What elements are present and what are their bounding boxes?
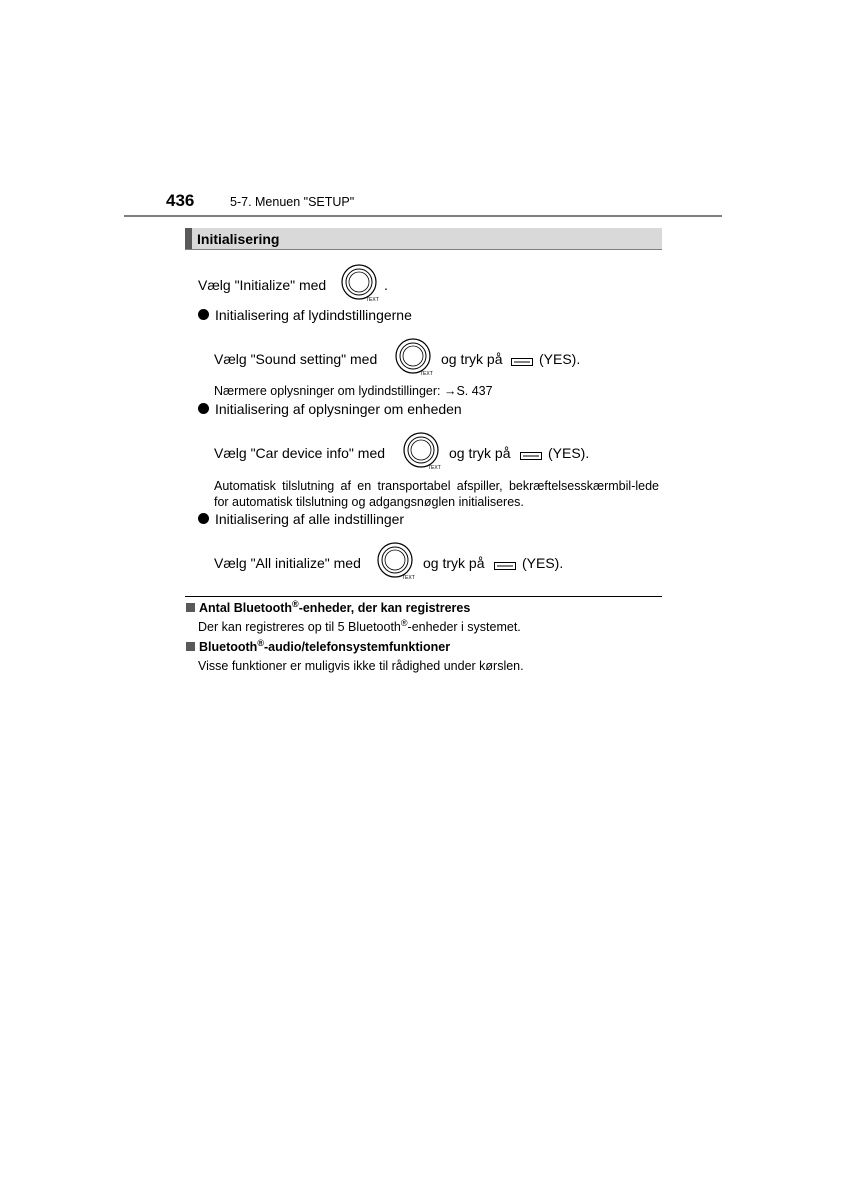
registered-mark: ® [400, 618, 408, 628]
knob-label: TEXT [428, 465, 441, 471]
registered-mark: ® [292, 599, 299, 609]
page-number: 436 [166, 191, 195, 210]
tune-knob-icon [402, 432, 444, 472]
knob-label: TEXT [366, 297, 379, 303]
footnote-body-bt-count [198, 620, 521, 634]
bullet-icon [198, 403, 209, 414]
step-device-before: Vælg "Car device info" med [214, 445, 386, 461]
step-sound-before: Vælg "Sound setting" med [214, 351, 378, 367]
tune-knob-icon [340, 264, 382, 304]
heading-text: Initialisering af oplysninger om enheden [215, 401, 462, 417]
heading-text: Initialisering af lydindstillingerne [215, 307, 412, 323]
step-all-middle: og tryk på [423, 555, 485, 571]
registered-mark: ® [257, 638, 264, 648]
footnote-title-bt-count [186, 601, 470, 615]
heading-text: Initialisering af alle indstillinger [215, 511, 405, 527]
step-sound-after: (YES). [539, 351, 581, 367]
note-device: Automatisk tilslutning af en transportabel afspiller, bekræftelsesskærmbil-lede for automatisk tilslutning og adgangsnøglen initialiseres. [214, 479, 659, 509]
footnote-title-bt-audio [186, 640, 450, 654]
knob-label: TEXT [420, 371, 433, 377]
square-bullet-icon [186, 642, 195, 651]
step-all-before: Vælg "All initialize" med [214, 555, 361, 571]
yes-button-icon [511, 354, 533, 372]
section-accent [185, 228, 192, 249]
step-device-middle: og tryk på [449, 445, 511, 461]
step-sound-middle: og tryk på [441, 351, 503, 367]
footnote-title-text: Bluetooth [199, 640, 258, 654]
bullet-heading-device [198, 401, 462, 417]
footnote-body-text: -enheder i systemet. [407, 620, 521, 634]
header-divider [124, 215, 722, 217]
bullet-icon [198, 513, 209, 524]
knob-label: TEXT [402, 575, 415, 581]
footnote-title-text: Antal Bluetooth [199, 601, 293, 615]
section-heading [185, 228, 662, 250]
footnote-title-text: -audio/telefonsystemfunktioner [263, 640, 451, 654]
bullet-icon [198, 309, 209, 320]
section-title: Initialisering [197, 231, 280, 247]
step-all-after: (YES). [522, 555, 564, 571]
footnote-divider [185, 596, 662, 597]
footnote-body-text: Der kan registreres op til 5 Bluetooth [198, 620, 401, 634]
square-bullet-icon [186, 603, 195, 612]
intro-text-before: Vælg "Initialize" med [198, 277, 327, 293]
bullet-heading-all [198, 511, 404, 527]
yes-button-icon [494, 558, 516, 576]
intro-text-after: . [384, 277, 388, 293]
tune-knob-icon [376, 542, 418, 582]
footnote-title-text: -enheder, der kan registreres [298, 601, 471, 615]
step-device-after: (YES). [548, 445, 590, 461]
chapter-title: 5-7. Menuen "SETUP" [230, 195, 355, 209]
bullet-heading-sound [198, 307, 412, 323]
tune-knob-icon [394, 338, 436, 378]
note-sound: Nærmere oplysninger om lydindstillinger: →S. 437 [214, 384, 493, 398]
footnote-body-bt-audio: Visse funktioner er muligvis ikke til rådighed under kørslen. [198, 659, 524, 673]
yes-button-icon [520, 448, 542, 466]
